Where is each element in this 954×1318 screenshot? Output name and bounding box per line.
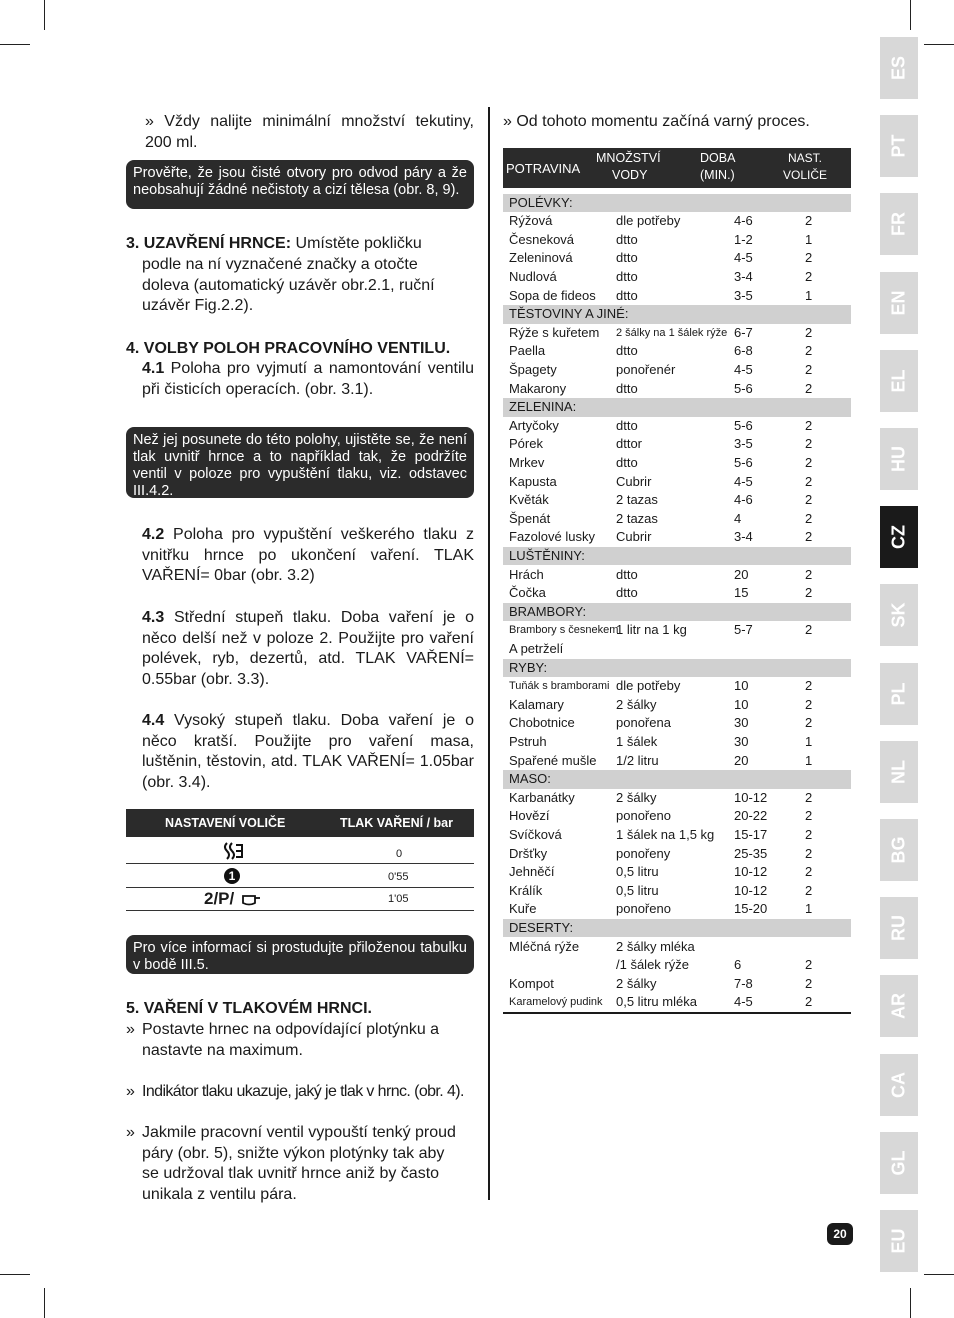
water-amount: 2 šálky bbox=[616, 975, 657, 991]
note-pressure-check: Než jej posunete do této polohy, ujistěte se, že není tlak uvnitř hrnce a to například tak, že podržíte ventil v poloze pro vypuštění tlaku, viz. odstavec III.4.2. bbox=[126, 427, 474, 498]
bullet-mark: » bbox=[145, 113, 154, 130]
note-steam-holes: Prověřte, že jsou čisté otvory pro odvod páry a že neobsahují žádné nečistoty a cizí tělesa (obr. 8, 9). bbox=[126, 160, 474, 209]
section-3-title: UZAVŘENÍ HRNCE: bbox=[143, 235, 292, 252]
header-water-1: MNOŽSTVÍ bbox=[596, 151, 661, 165]
cook-time: 5-7 bbox=[734, 622, 753, 638]
water-amount: /1 šálek rýže bbox=[616, 957, 689, 973]
food-category-row bbox=[503, 919, 851, 938]
settings-row bbox=[126, 865, 474, 888]
food-table-bottom-rule bbox=[503, 1012, 851, 1014]
food-row bbox=[503, 714, 851, 733]
cook-time: 25-35 bbox=[734, 845, 768, 861]
food-name: Dršťky bbox=[509, 845, 548, 861]
selector-setting: 2 bbox=[805, 566, 813, 582]
selector-setting: 1 bbox=[805, 231, 813, 247]
selector-setting: 2 bbox=[805, 826, 813, 842]
bullet-mark: » bbox=[503, 113, 512, 130]
selector-setting: 1 bbox=[805, 752, 813, 768]
language-tab-label: NL bbox=[888, 759, 909, 784]
water-amount: dle potřeby bbox=[616, 678, 681, 694]
section-4-2 bbox=[142, 525, 474, 587]
bullet-text: Postavte hrnec na odpovídající plotýnku a nastavte na maximum. bbox=[142, 1021, 440, 1059]
water-amount: Cubrir bbox=[616, 529, 652, 545]
language-tab-label: FR bbox=[888, 212, 909, 237]
food-name: Svíčková bbox=[509, 826, 562, 842]
water-amount: 2 tazas bbox=[616, 510, 658, 526]
food-category-row bbox=[503, 194, 851, 213]
selector-setting: 2 bbox=[805, 324, 813, 340]
language-tab-label: CA bbox=[888, 1071, 909, 1098]
cook-time: 6-7 bbox=[734, 324, 753, 340]
language-tab-hu[interactable] bbox=[880, 428, 918, 490]
water-amount: 1 litr na 1 kg bbox=[616, 622, 687, 638]
language-tab-sk[interactable] bbox=[880, 584, 918, 646]
food-name: Květák bbox=[509, 492, 549, 508]
food-name: Kuře bbox=[509, 901, 537, 917]
food-row bbox=[503, 212, 851, 231]
food-name: Brambory s česnekem bbox=[509, 624, 619, 637]
header-selector-2: VOLIČE bbox=[783, 168, 828, 182]
settings-row bbox=[126, 839, 474, 864]
position-1-label: 1 bbox=[228, 869, 236, 883]
selector-setting: 2 bbox=[805, 994, 813, 1010]
food-name: Čočka bbox=[509, 585, 546, 601]
header-selector-1: NAST. bbox=[788, 151, 823, 165]
food-name: Chobotnice bbox=[509, 715, 575, 731]
cook-time: 3-4 bbox=[734, 529, 753, 545]
food-name: Hrách bbox=[509, 566, 544, 582]
selector-setting: 2 bbox=[805, 454, 813, 470]
language-tab-ca[interactable] bbox=[880, 1054, 918, 1116]
food-name: Nudlová bbox=[509, 268, 557, 284]
language-tab-es[interactable] bbox=[880, 37, 918, 99]
crop-mark bbox=[910, 0, 911, 30]
water-amount: dtto bbox=[616, 231, 638, 247]
food-row bbox=[503, 528, 851, 547]
cook-time: 15 bbox=[734, 585, 749, 601]
food-name: Rýže s kuřetem bbox=[509, 324, 600, 340]
selector-setting: 2 bbox=[805, 715, 813, 731]
cook-time: 20 bbox=[734, 566, 749, 582]
section-5-title: VAŘENÍ V TLAKOVÉM HRNCI. bbox=[143, 1000, 372, 1017]
food-row bbox=[503, 696, 851, 715]
selector-setting: 2 bbox=[805, 808, 813, 824]
selector-setting: 2 bbox=[805, 585, 813, 601]
water-amount: dtto bbox=[616, 268, 638, 284]
food-row bbox=[503, 956, 851, 975]
section-5-bullet-2 bbox=[126, 1082, 474, 1103]
water-amount: dtto bbox=[616, 287, 638, 303]
food-row bbox=[503, 231, 851, 250]
section-4-3-text: Střední stupeň tlaku. Doba vaření je o něco delší než v poloze 2. Použijte pro vaření polévek, ryb, dezertů, atd. TLAK VAŘENÍ= 0.55bar (obr. 3.3). bbox=[142, 609, 474, 688]
food-row bbox=[503, 789, 851, 808]
food-row bbox=[503, 249, 851, 268]
water-amount: 0,5 litru bbox=[616, 864, 659, 880]
water-amount: dtto bbox=[616, 380, 638, 396]
section-5-bullet-1 bbox=[126, 1020, 474, 1061]
food-name: Rýžová bbox=[509, 213, 553, 229]
cook-time: 3-4 bbox=[734, 268, 753, 284]
food-row bbox=[503, 473, 851, 492]
food-name: Mléčná rýže bbox=[509, 938, 580, 954]
food-category-label: TĚSTOVINY A JINÉ: bbox=[509, 306, 629, 322]
water-amount: ponořeny bbox=[616, 845, 671, 861]
crop-mark bbox=[924, 1274, 954, 1275]
position-1-icon bbox=[224, 868, 240, 884]
section-4-title: VOLBY POLOH PRACOVNÍHO VENTILU. bbox=[143, 340, 451, 357]
section-4-3-number: 4.3 bbox=[142, 609, 165, 626]
food-category-row bbox=[503, 659, 851, 678]
food-name: Makarony bbox=[509, 380, 567, 396]
food-name: Karamelový pudink bbox=[509, 996, 603, 1009]
settings-header-pressure: TLAK VAŘENÍ / bar bbox=[340, 816, 453, 830]
language-tab-label: RU bbox=[888, 915, 909, 942]
selector-setting: 2 bbox=[805, 268, 813, 284]
section-4-3 bbox=[142, 608, 474, 690]
language-tab-label: CZ bbox=[888, 525, 909, 550]
steam-release-icon bbox=[222, 841, 244, 861]
food-category-label: MASO: bbox=[509, 771, 551, 787]
food-name: Karbanátky bbox=[509, 789, 575, 805]
water-amount: 2 šálky bbox=[616, 696, 657, 712]
food-name: Artyčoky bbox=[509, 417, 559, 433]
food-name: Kalamary bbox=[509, 696, 564, 712]
water-amount: 0,5 litru mléka bbox=[616, 994, 697, 1010]
language-tab-label: BG bbox=[888, 836, 909, 864]
cook-time: 15-17 bbox=[734, 826, 768, 842]
language-tab-ar[interactable] bbox=[880, 975, 918, 1037]
food-row bbox=[503, 621, 851, 640]
section-3 bbox=[126, 234, 456, 255]
food-row bbox=[503, 882, 851, 901]
food-name: Pórek bbox=[509, 436, 543, 452]
water-amount: dtto bbox=[616, 585, 638, 601]
language-tab-en[interactable] bbox=[880, 272, 918, 334]
cook-time: 10-12 bbox=[734, 882, 768, 898]
crop-mark bbox=[0, 44, 30, 45]
food-row bbox=[503, 324, 851, 343]
food-row bbox=[503, 342, 851, 361]
water-amount: 2 šálky bbox=[616, 789, 657, 805]
bullet-text: Vždy nalijte minimální množství tekutiny, 200 ml. bbox=[145, 113, 474, 151]
water-amount: dle potřeby bbox=[616, 213, 681, 229]
food-row bbox=[503, 938, 851, 957]
selector-setting: 2 bbox=[805, 436, 813, 452]
selector-setting: 1 bbox=[805, 901, 813, 917]
language-tab-label: EU bbox=[888, 1228, 909, 1254]
selector-setting: 1 bbox=[805, 733, 813, 749]
food-row bbox=[503, 640, 851, 659]
language-tab-label: EL bbox=[888, 369, 909, 393]
food-name: Tuňák s bramborami bbox=[509, 680, 610, 693]
cook-time: 30 bbox=[734, 715, 749, 731]
selector-setting: 2 bbox=[805, 678, 813, 694]
cook-time: 10 bbox=[734, 696, 749, 712]
food-row bbox=[503, 900, 851, 919]
crop-mark bbox=[924, 44, 954, 45]
crop-mark bbox=[0, 1274, 30, 1275]
food-name: Fazolové lusky bbox=[509, 529, 595, 545]
settings-header-selector: NASTAVENÍ VOLIČE bbox=[165, 816, 286, 830]
cook-time: 4-5 bbox=[734, 250, 753, 266]
cook-time: 3-5 bbox=[734, 287, 753, 303]
water-amount: ponořeno bbox=[616, 901, 671, 917]
cook-time: 4-5 bbox=[734, 361, 753, 377]
food-category-label: DESERTY: bbox=[509, 919, 574, 935]
section-3-text1: Umístěte pokličku bbox=[291, 235, 422, 252]
language-tab-nl[interactable] bbox=[880, 741, 918, 803]
food-row bbox=[503, 752, 851, 771]
cook-time: 15-20 bbox=[734, 901, 768, 917]
food-category-label: POLÉVKY: bbox=[509, 194, 573, 210]
food-name: Paella bbox=[509, 343, 546, 359]
bullet-mark: » bbox=[126, 1124, 135, 1141]
selector-setting: 2 bbox=[805, 213, 813, 229]
cook-time: 7-8 bbox=[734, 975, 753, 991]
bullet-mark: » bbox=[126, 1083, 135, 1100]
food-row bbox=[503, 807, 851, 826]
settings-value: 0 bbox=[396, 848, 403, 860]
language-tab-gl[interactable] bbox=[880, 1132, 918, 1194]
selector-setting: 1 bbox=[805, 287, 813, 303]
cook-time: 5-6 bbox=[734, 417, 753, 433]
food-name: Pstruh bbox=[509, 733, 547, 749]
column-divider bbox=[488, 107, 490, 1200]
food-row bbox=[503, 993, 851, 1012]
intro-bullet bbox=[503, 111, 851, 132]
cook-time: 6-8 bbox=[734, 343, 753, 359]
section-5-number: 5. bbox=[126, 1000, 140, 1017]
section-4-4-number: 4.4 bbox=[142, 712, 165, 729]
section-4-2-number: 4.2 bbox=[142, 526, 165, 543]
language-tab-label: EN bbox=[888, 290, 909, 316]
settings-row bbox=[126, 888, 474, 911]
food-name: Mrkev bbox=[509, 454, 545, 470]
food-name: Kapusta bbox=[509, 473, 557, 489]
selector-setting: 2 bbox=[805, 417, 813, 433]
header-food: POTRAVINA bbox=[506, 161, 581, 176]
position-2-label: 2/P/ bbox=[204, 889, 235, 908]
water-amount: ponořena bbox=[616, 715, 671, 731]
section-3-number: 3. bbox=[126, 235, 140, 252]
settings-value: 1'05 bbox=[388, 893, 409, 905]
language-tab-label: ES bbox=[888, 55, 909, 81]
food-category-label: RYBY: bbox=[509, 659, 548, 675]
food-name: Jehněčí bbox=[509, 864, 555, 880]
section-4-1-text: Poloha pro vyjmutí a namontování ventilu při čisticích operacích. (obr. 3.1). bbox=[142, 360, 475, 398]
language-tab-pt[interactable] bbox=[880, 115, 918, 177]
food-category-label: LUŠTĚNINY: bbox=[509, 547, 585, 563]
selector-setting: 2 bbox=[805, 882, 813, 898]
cook-time: 5-6 bbox=[734, 454, 753, 470]
food-row bbox=[503, 380, 851, 399]
intro-text: Od tohoto momentu začíná varný proces. bbox=[516, 113, 810, 130]
food-row bbox=[503, 733, 851, 752]
water-amount: 1/2 litru bbox=[616, 752, 659, 768]
water-amount: dttor bbox=[616, 436, 643, 452]
water-amount: dtto bbox=[616, 343, 638, 359]
section-4-heading bbox=[126, 339, 474, 360]
cook-time: 10-12 bbox=[734, 864, 768, 880]
food-row bbox=[503, 677, 851, 696]
language-tab-ru[interactable] bbox=[880, 897, 918, 959]
food-name: Špagety bbox=[509, 361, 557, 377]
selector-setting: 2 bbox=[805, 361, 813, 377]
section-4-4-text: Vysoký stupeň tlaku. Doba vaření je o něco kratší. Použijte pro vaření masa, luštěnin, těstovin, atd. TLAK VAŘENÍ= 1.05bar (obr. 3.4). bbox=[142, 712, 474, 791]
selector-setting: 2 bbox=[805, 975, 813, 991]
section-4-number: 4. bbox=[126, 340, 140, 357]
language-tab-label: PT bbox=[888, 134, 909, 158]
food-name: Spařené mušle bbox=[509, 752, 597, 768]
food-row bbox=[503, 268, 851, 287]
language-tab-label: GL bbox=[888, 1150, 909, 1176]
food-name: A petrželí bbox=[509, 640, 564, 656]
food-category-label: ZELENINA: bbox=[509, 399, 577, 415]
water-amount: ponořeno bbox=[616, 808, 671, 824]
crop-mark bbox=[44, 1288, 45, 1318]
food-row bbox=[503, 510, 851, 529]
selector-setting: 2 bbox=[805, 510, 813, 526]
selector-setting: 2 bbox=[805, 250, 813, 266]
food-row bbox=[503, 975, 851, 994]
cook-time: 10-12 bbox=[734, 789, 768, 805]
food-row bbox=[503, 863, 851, 882]
selector-setting: 2 bbox=[805, 789, 813, 805]
selector-setting: 2 bbox=[805, 957, 813, 973]
section-4-1 bbox=[142, 359, 474, 400]
food-category-row bbox=[503, 547, 851, 566]
language-tab-pl[interactable] bbox=[880, 663, 918, 725]
selector-setting: 2 bbox=[805, 343, 813, 359]
cook-time: 20 bbox=[734, 752, 749, 768]
bullet-min-liquid bbox=[145, 111, 474, 153]
water-amount: 0,5 litru bbox=[616, 882, 659, 898]
section-5-heading bbox=[126, 999, 474, 1020]
water-amount: Cubrir bbox=[616, 473, 652, 489]
water-amount: dtto bbox=[616, 566, 638, 582]
header-time-1: DOBA bbox=[700, 151, 736, 165]
selector-setting: 2 bbox=[805, 529, 813, 545]
language-tab-fr[interactable] bbox=[880, 193, 918, 255]
selector-setting: 2 bbox=[805, 845, 813, 861]
water-amount: dtto bbox=[616, 250, 638, 266]
food-name: Hovězí bbox=[509, 808, 550, 824]
header-water-2: VODY bbox=[612, 168, 648, 182]
note-more-info: Pro více informací si prostudujte přiloženou tabulku v bodě III.5. bbox=[126, 935, 474, 974]
cook-time: 5-6 bbox=[734, 380, 753, 396]
section-4-4 bbox=[142, 711, 474, 793]
food-row bbox=[503, 584, 851, 603]
settings-value: 0'55 bbox=[388, 871, 409, 883]
food-name: Zeleninová bbox=[509, 250, 573, 266]
bullet-text: Jakmile pracovní ventil vypouští tenký proud páry (obr. 5), snižte výkon plotýnky tak aby se udržoval tlak uvnitř hrnce aniž by často unikala z ventilu pára. bbox=[142, 1124, 456, 1203]
food-name: Špenát bbox=[509, 510, 551, 526]
food-row bbox=[503, 361, 851, 380]
food-row bbox=[503, 845, 851, 864]
food-category-label: BRAMBORY: bbox=[509, 603, 587, 619]
food-category-row bbox=[503, 770, 851, 789]
food-name: Česneková bbox=[509, 231, 575, 247]
food-row bbox=[503, 826, 851, 845]
section-5-bullet-3 bbox=[126, 1123, 474, 1205]
food-category-row bbox=[503, 603, 851, 622]
food-name: Sopa de fideos bbox=[509, 287, 596, 303]
food-row bbox=[503, 491, 851, 510]
selector-setting: 2 bbox=[805, 622, 813, 638]
cook-time: 4-6 bbox=[734, 492, 753, 508]
crop-mark bbox=[910, 1288, 911, 1318]
water-amount: 1 šálek na 1,5 kg bbox=[616, 826, 715, 842]
cook-time: 4-5 bbox=[734, 473, 753, 489]
crop-mark bbox=[44, 0, 45, 30]
cook-time: 20-22 bbox=[734, 808, 768, 824]
language-tab-el[interactable] bbox=[880, 350, 918, 412]
settings-table-header bbox=[126, 809, 474, 837]
water-amount: 2 šálky na 1 šálek rýže bbox=[616, 326, 728, 339]
language-tab-label: SK bbox=[888, 602, 909, 628]
cook-time: 30 bbox=[734, 733, 749, 749]
section-3-body: podle na ní vyznačené značky a otočte doleva (automatický uzávěr obr.2.1, ruční uzávěr Fig.2.2). bbox=[142, 256, 435, 314]
selector-setting: 2 bbox=[805, 696, 813, 712]
food-row bbox=[503, 435, 851, 454]
food-table-header bbox=[503, 148, 851, 188]
water-amount: 2 tazas bbox=[616, 492, 658, 508]
cook-time: 1-2 bbox=[734, 231, 753, 247]
language-tab-label: HU bbox=[888, 446, 909, 472]
food-row bbox=[503, 566, 851, 585]
section-4-2-text: Poloha pro vypuštění veškerého tlaku z vnitřku hrnce po ukončení vaření. TLAK VAŘENÍ= 0bar (obr. 3.2) bbox=[142, 526, 474, 584]
cook-time: 4 bbox=[734, 510, 742, 526]
page-number: 20 bbox=[827, 1223, 853, 1245]
language-tab-bg[interactable] bbox=[880, 819, 918, 881]
water-amount: 2 šálky mléka bbox=[616, 938, 695, 954]
food-name: Králík bbox=[509, 882, 543, 898]
water-amount: ponořenér bbox=[616, 361, 676, 377]
cook-time: 4-5 bbox=[734, 994, 753, 1010]
language-tab-eu[interactable] bbox=[880, 1210, 918, 1272]
water-amount: dtto bbox=[616, 417, 638, 433]
pot-icon bbox=[241, 892, 261, 906]
section-4-1-number: 4.1 bbox=[142, 360, 165, 377]
bullet-text: Indikátor tlaku ukazuje, jaký je tlak v hrnc. (obr. 4). bbox=[142, 1083, 464, 1100]
language-tab-cz[interactable] bbox=[880, 506, 918, 568]
food-row bbox=[503, 417, 851, 436]
food-row bbox=[503, 454, 851, 473]
water-amount: dtto bbox=[616, 454, 638, 470]
food-row bbox=[503, 287, 851, 306]
header-time-2: (MIN.) bbox=[700, 168, 735, 182]
language-tab-label: AR bbox=[888, 993, 909, 1020]
cook-time: 6 bbox=[734, 957, 742, 973]
cook-time: 10 bbox=[734, 678, 749, 694]
water-amount: 1 šálek bbox=[616, 733, 658, 749]
selector-setting: 2 bbox=[805, 864, 813, 880]
language-tab-label: PL bbox=[888, 682, 909, 706]
selector-setting: 2 bbox=[805, 492, 813, 508]
food-name: Kompot bbox=[509, 975, 554, 991]
selector-setting: 2 bbox=[805, 473, 813, 489]
food-category-row bbox=[503, 305, 851, 324]
cook-time: 3-5 bbox=[734, 436, 753, 452]
selector-setting: 2 bbox=[805, 380, 813, 396]
bullet-mark: » bbox=[126, 1021, 135, 1038]
cook-time: 4-6 bbox=[734, 213, 753, 229]
food-category-row bbox=[503, 398, 851, 417]
